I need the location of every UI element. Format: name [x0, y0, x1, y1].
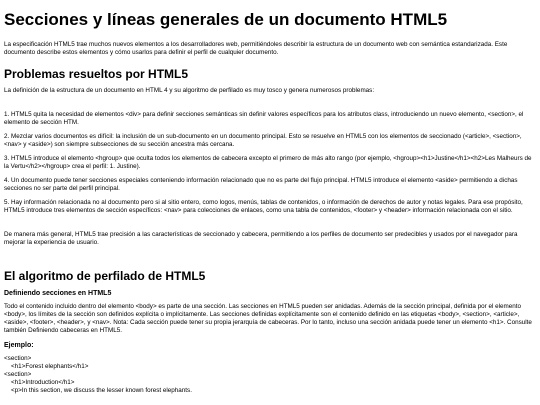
- code-line: <p>In this section, we discuss the lesser known forest elephants.: [4, 387, 192, 394]
- list-item: 4. Un documento puede tener secciones especiales conteniendo información relacionado que no es parte del flujo principal. HTML5 introduce el elemento <aside> permitiendo a dichas secciones no ser parte del perfil principal.: [4, 177, 518, 192]
- page-title: Secciones y líneas generales de un documento HTML5: [4, 10, 448, 29]
- section-heading-problems: Problemas resueltos por HTML5: [4, 67, 189, 81]
- intro-paragraph: La especificación HTML5 trae muchos nuevos elementos a los desarrolladores web, permitiéndoles describir la estructura de un documento web con semántica estandarizada. Este documento describe estos elementos y cómo usarlos para definir el perfil de cualquier documento.: [4, 41, 508, 56]
- code-line: <section>: [4, 355, 32, 362]
- list-item: 1. HTML5 quita la necesidad de elementos <div> para definir secciones semánticas sin definir valores específicos para los atributos class, introduciendo un nuevo elemento, <section>, el elemento de sección HTM.: [4, 111, 524, 126]
- list-item: 5. Hay información relacionada no al documento pero si al sitio entero, como logos, menús, tablas de contenidos, o información de derechos de autor y notas legales. Para ese propósito, HTML5 introduce tres elementos de sección específicos: <nav> para colecciones de enlaces, como una tabla de contenidos, <footer> y <header> información relacionada con el sitio.: [4, 199, 523, 214]
- summary-paragraph: De manera más general, HTML5 trae precisión a las características de seccionado y cabecera, permitiendo a los perfiles de documento ser predecibles y usados por el navegador para mejorar la experiencia de usuario.: [4, 231, 518, 246]
- code-example: [4, 355, 536, 395]
- example-label: Ejemplo:: [4, 342, 34, 349]
- problems-list: [4, 111, 536, 215]
- code-line: <section>: [4, 371, 32, 378]
- code-line: <h1>Introduction</h1>: [4, 379, 75, 386]
- list-item: 3. HTML5 introduce el elemento <hgroup> que oculta todos los elementos de cabecera excepto el primero de más alto rango (por ejemplo, <hgroup><h1>Justine</h1><h2>Les Malheurs de la Vertu</h2></hgroup> crea el perfil: 1. Justine).: [4, 155, 532, 170]
- list-item: 2. Mezclar varios documentos es difícil: la inclusión de un sub-documento en un documento principal. Esto se resuelve en HTML5 con los elementos de seccionado (<article>, <section>, <nav> y <aside>) son siempre subsecciones de su sección ancestra más cercana.: [4, 133, 522, 148]
- section-heading-algorithm: El algoritmo de perfilado de HTML5: [4, 269, 206, 283]
- algorithm-paragraph: Todo el contenido incluido dentro del elemento <body> es parte de una sección. Las secciones en HTML5 pueden ser anidadas. Además de la sección principal, definida por el elemento <body>, los límites de la sección son definidos explícita o implícitamente. Las secciones definidas explícitamente son el contenido definido en las etiquetas <body>, <section>, <article>, <aside>, <footer>, <header>, y <nav>. Nota: Cada sección puede tener su propia jerarquía de cabeceras. Por lo tanto, incluso una sección anidada puede tener un elemento <h1>. Consulte también Definiendo cabeceras en HTML5.: [4, 303, 532, 334]
- code-line: <h1>Forest elephants</h1>: [4, 363, 89, 370]
- problems-lead: La definición de la estructura de un documento en HTML 4 y su algoritmo de perfilado es muy tosco y genera numerosos problemas:: [4, 87, 375, 94]
- subheading-defining-sections: Definiendo secciones en HTML5: [4, 290, 112, 297]
